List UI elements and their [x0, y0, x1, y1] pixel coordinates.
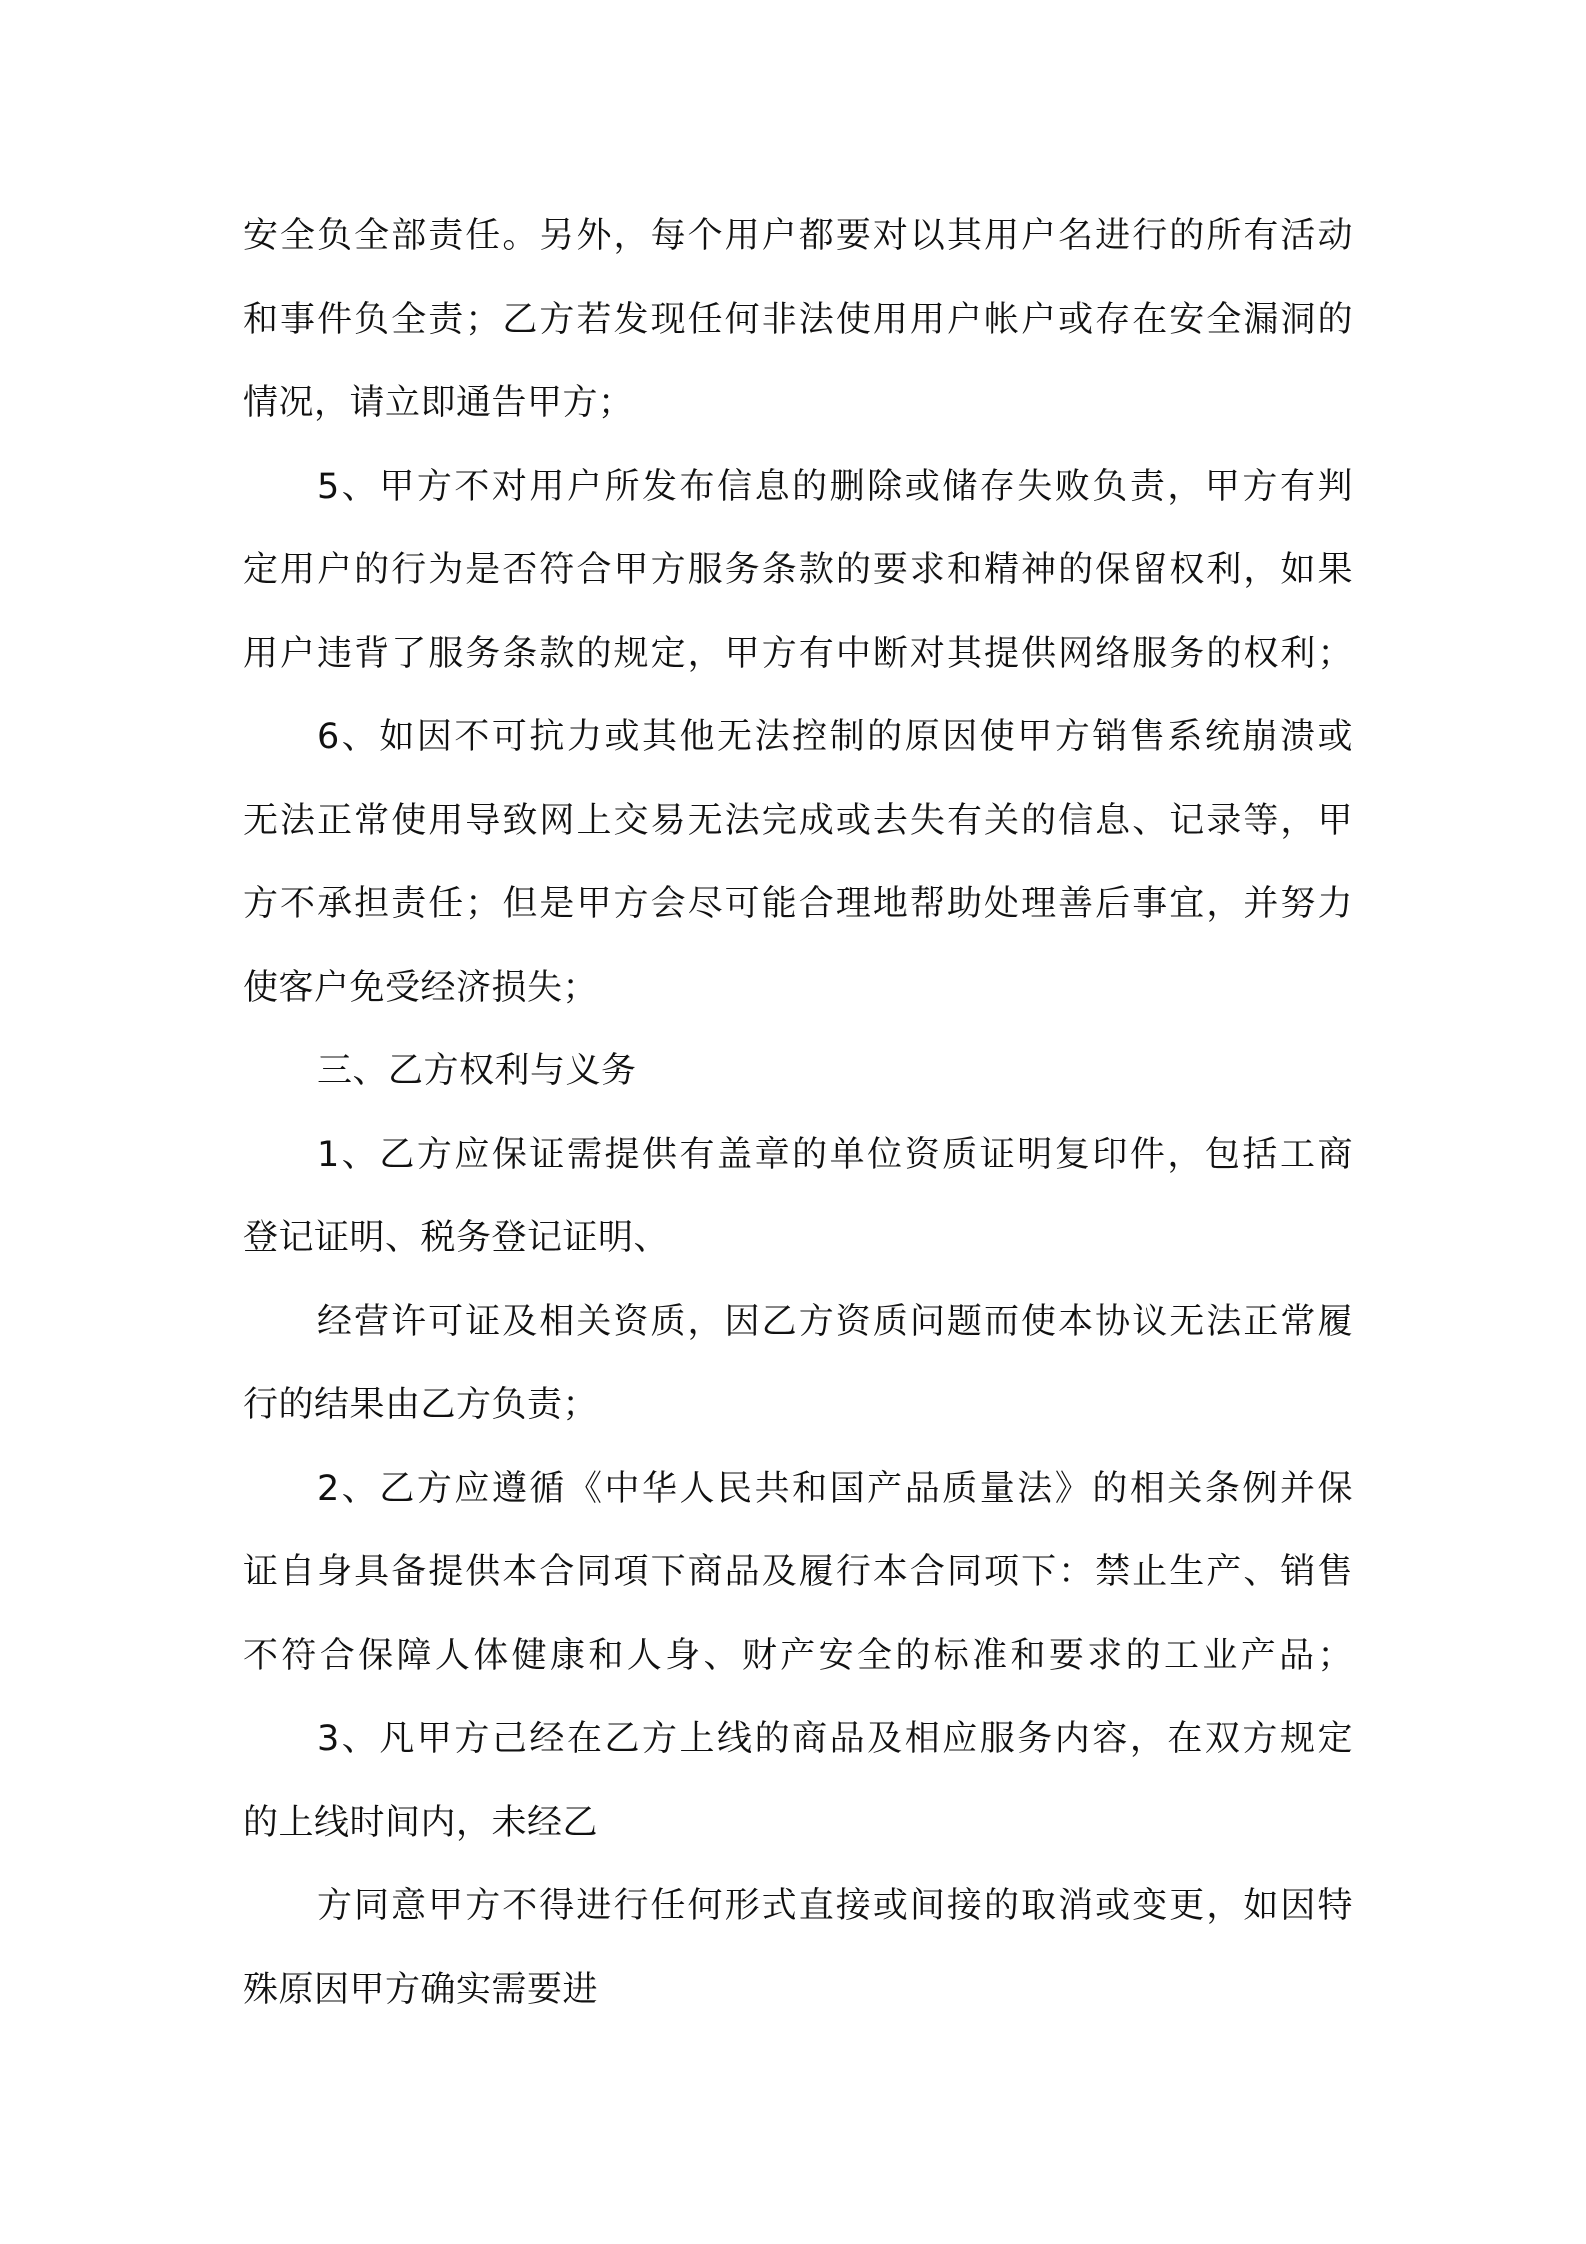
clause-1-line: 1、乙方应保证需提供有盖章的单位资质证明复印件，包括工商 — [317, 1134, 1353, 1175]
text-line: 证自身具备提供本合同項下商品及履行本合同项下：禁止生产、销售 — [243, 1552, 1353, 1592]
text-line: 无法正常使用导致网上交易无法完成或去失有关的信息、记录等，甲 — [243, 800, 1353, 841]
text-line: 和事件负全责；乙方若发现任何非法使用用户帐户或存在安全漏洞的 — [243, 299, 1353, 340]
text-line: 情况，请立即通告甲方； — [243, 383, 634, 423]
document-body — [243, 195, 1353, 2032]
clause-2-line: 2、乙方应遵循《中华人民共和国产品质量法》的相关条例并保 — [317, 1468, 1353, 1509]
text-line: 方不承担责任；但是甲方会尽可能合理地帮助处理善后事宜，并努力 — [243, 884, 1353, 924]
text-line: 方同意甲方不得进行任何形式直接或间接的取消或变更，如因特 — [317, 1886, 1353, 1926]
text-line: 登记证明、税务登记证明、 — [243, 1218, 670, 1258]
section-heading: 三、乙方权利与义务 — [317, 1051, 637, 1091]
text-line: 使客户免受经济损失； — [243, 967, 599, 1008]
text-line: 定用户的行为是否符合甲方服务条款的要求和精神的保留权利，如果 — [243, 550, 1353, 590]
text-line: 不符合保障人体健康和人身、财产安全的标准和要求的工业产品； — [243, 1635, 1353, 1676]
clause-6-line: 6、如因不可抗力或其他无法控制的原因使甲方销售系统崩溃或 — [317, 717, 1353, 757]
text-line: 殊原因甲方确实需要进 — [243, 1969, 599, 2010]
text-line: 的上线时间内，未经乙 — [243, 1802, 599, 1843]
text-line: 用户违背了服务条款的规定，甲方有中断对其提供网络服务的权利； — [243, 633, 1353, 674]
clause-5-line: 5、甲方不对用户所发布信息的删除或储存失败负责，甲方有判 — [317, 466, 1353, 507]
clause-3-line: 3、凡甲方己经在乙方上线的商品及相应服务内容，在双方规定 — [317, 1719, 1353, 1759]
text-line: 安全负全部责任。另外，每个用户都要对以其用户名进行的所有活动 — [243, 216, 1353, 256]
text-line: 行的结果由乙方负责； — [243, 1385, 599, 1425]
text-line: 经营许可证及相关资质，因乙方资质问题而使本协议无法正常履 — [317, 1301, 1353, 1342]
